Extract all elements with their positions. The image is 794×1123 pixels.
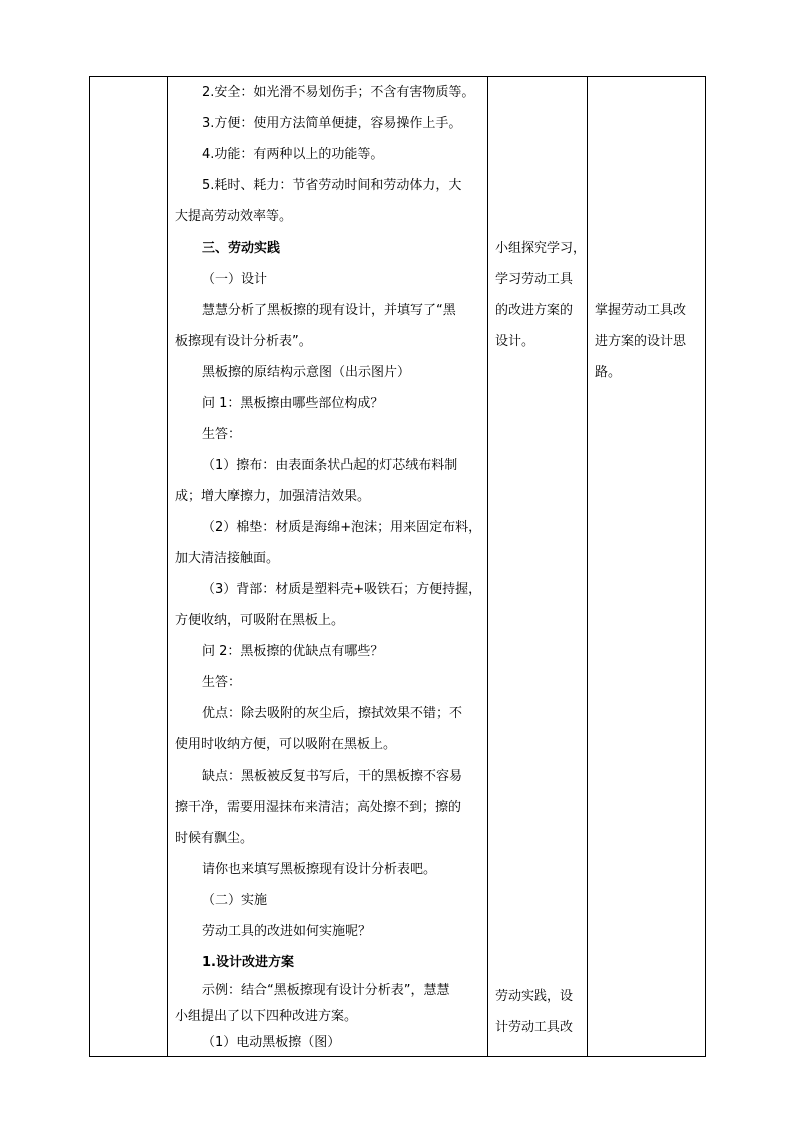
student-activity-cell: [491, 77, 587, 1056]
activity-line: 小组探究学习，: [495, 241, 587, 256]
content-line: 使用时收纳方便，可以吸附在黑板上。: [175, 737, 397, 752]
content-line: （3）背部：材质是塑料壳+吸铁石；方便持握，: [202, 582, 482, 597]
step-heading: 1.设计改进方案: [202, 955, 294, 970]
question-line: 问 1：黑板擦由哪些部位构成？: [202, 396, 384, 411]
content-line: 黑板擦的原结构示意图（出示图片）: [202, 365, 411, 380]
activity-line: 学习劳动工具: [495, 272, 574, 287]
column-divider: [587, 77, 588, 1056]
content-line: 优点：除去吸附的灰尘后，擦拭效果不错；不: [202, 706, 463, 721]
content-line: （2）棉垫：材质是海绵+泡沫；用来固定布料，: [202, 520, 482, 535]
intent-line: 路。: [595, 365, 622, 380]
subsection-heading: （一）设计: [202, 272, 268, 287]
intent-line: 掌握劳动工具改: [595, 303, 687, 318]
column-divider: [487, 77, 488, 1056]
activity-line: 设计。: [495, 334, 535, 349]
content-line: 请你也来填写黑板擦现有设计分析表吧。: [202, 862, 437, 877]
lesson-table: [89, 76, 706, 1057]
content-line: 5.耗时、耗力：节省劳动时间和劳动体力，大: [202, 178, 462, 193]
content-line: 4.功能：有两种以上的功能等。: [202, 147, 384, 162]
content-line: 2.安全：如光滑不易划伤手；不含有害物质等。: [202, 85, 475, 100]
content-line: 示例：结合“黑板擦现有设计分析表”，慧慧: [202, 983, 450, 998]
activity-line: 的改进方案的: [495, 303, 574, 318]
teaching-content-cell: [172, 77, 486, 1056]
content-line: 慧慧分析了黑板擦的现有设计，并填写了“黑: [202, 303, 456, 318]
content-line: 劳动工具的改进如何实施呢？: [202, 924, 372, 939]
content-line: 成；增大摩擦力，加强清洁效果。: [175, 489, 371, 504]
content-line: 小组提出了以下四种改进方案。: [175, 1009, 358, 1024]
content-line: （1）擦布：由表面条状凸起的灯芯绒布料制: [202, 458, 458, 473]
content-line: 生答：: [202, 675, 242, 690]
content-line: 大提高劳动效率等。: [175, 209, 293, 224]
content-line: 板擦现有设计分析表”。: [175, 334, 312, 349]
content-line: 擦干净，需要用湿抹布来清洁；高处擦不到；擦的: [175, 800, 462, 815]
content-line: 缺点：黑板被反复书写后，干的黑板擦不容易: [202, 769, 463, 784]
activity-line: 劳动实践，设: [495, 989, 574, 1004]
section-heading: 三、劳动实践: [202, 241, 281, 256]
column-divider: [167, 77, 168, 1056]
design-intent-cell: [591, 77, 703, 1056]
content-line: 加大清洁接触面。: [175, 551, 280, 566]
content-line: 生答：: [202, 427, 242, 442]
content-line: （1）电动黑板擦（图）: [202, 1035, 341, 1050]
activity-line: 计劳动工具改: [495, 1020, 574, 1035]
question-line: 问 2：黑板擦的优缺点有哪些？: [202, 644, 384, 659]
content-line: 3.方便：使用方法简单便捷，容易操作上手。: [202, 116, 462, 131]
content-line: 方便收纳，可吸附在黑板上。: [175, 613, 345, 628]
content-line: 时候有飘尘。: [175, 831, 254, 846]
intent-line: 进方案的设计思: [595, 334, 687, 349]
subsection-heading: （二）实施: [202, 893, 268, 908]
